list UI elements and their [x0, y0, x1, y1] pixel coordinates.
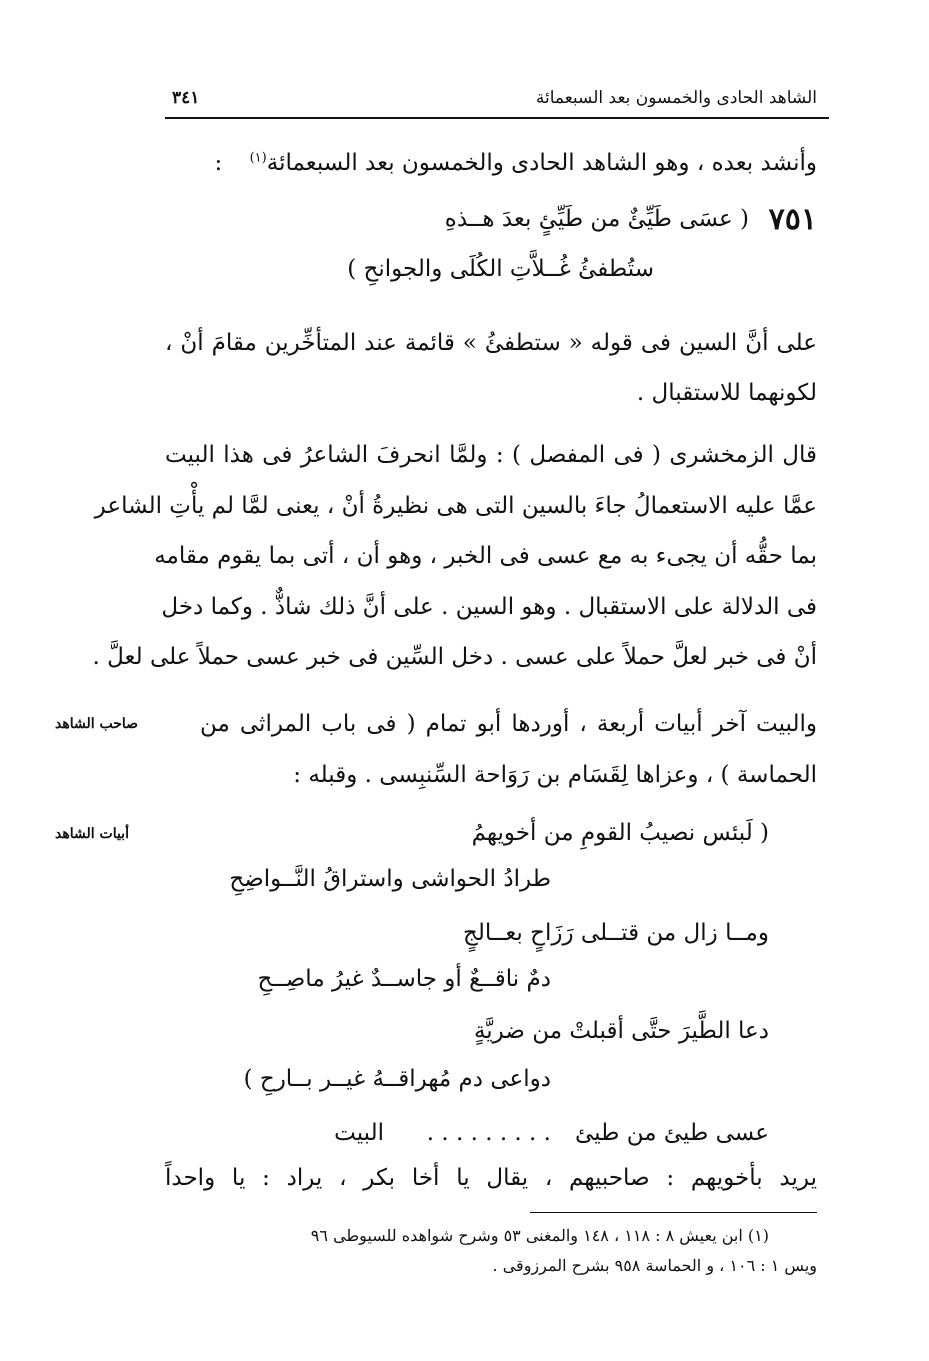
- paragraph-2-line-3: بما حقُّه أن يجىء به مع عسى فى الخبر ، وهو أن ، أتى بما يقوم مقامه: [154, 543, 817, 569]
- intro-line: [215, 150, 817, 176]
- quote-dots: . . . . . . . . .: [426, 1120, 551, 1146]
- paragraph-2-line-4: فى الدلالة على الاستقبال . وهو السين . على أنَّ ذلك شاذٌّ . وكما دخل: [161, 594, 817, 620]
- verse-line-2: ستُطفئُ غُــلاَّتِ الكُلَى والجوانحِ ): [347, 256, 654, 282]
- margin-note-verses: أبيات الشاهد: [55, 826, 129, 842]
- paragraph-2-line-1: قال الزمخشرى ( فى المفصل ) : ولمَّا انحرفَ الشاعرُ فى هذا البيت: [165, 442, 817, 468]
- margin-note-author: صاحب الشاهد: [55, 716, 139, 732]
- paragraph-3-line-2: الحماسة ) ، وعزاها لِقَسَام بن رَوَاحة السِّنبِسى . وقبله :: [293, 762, 817, 788]
- header-rule: [165, 117, 829, 119]
- quote-end: البيت: [334, 1120, 384, 1146]
- quote-start: عسى طيئ من طيئ: [574, 1120, 769, 1146]
- poem-line-3a: دعا الطَّيرَ حتَّى أقبلتْ من ضريَّةٍ: [473, 1018, 769, 1044]
- poem-line-1a: ( لَبئس نصيبُ القومِ من أخويهمُ: [471, 820, 769, 846]
- poem-line-3b: دواعى دم مُهراقــهُ غيــر بــارحِ ): [243, 1066, 551, 1092]
- paragraph-3-line-1: والبيت آخر أبيات أربعة ، أوردها أبو تمام ( فى باب المراثى من: [200, 711, 817, 737]
- poem-line-2a: ومــا زال من قتــلى رَزَاحٍ بعــالجٍ: [463, 920, 769, 946]
- verse-line-1: ( عسَى طَيِّئٌ من طَيِّئٍ بعدَ هــذهِ: [444, 206, 749, 232]
- paragraph-1-line-2: لكونهما للاستقبال .: [636, 380, 817, 406]
- footnote-line-2: ويس ١ : ١٠٦ ، و الحماسة ٩٥٨ بشرح المرزوقى .: [492, 1256, 817, 1275]
- page-number: ٣٤١: [172, 88, 200, 108]
- intro-text: وأنشد بعده ، وهو الشاهد الحادى والخمسون بعد السبعمائة: [266, 150, 817, 176]
- verse-number: ٧٥١: [768, 202, 817, 237]
- running-title: الشاهد الحادى والخمسون بعد السبعمائة: [535, 88, 817, 108]
- footnote-rule: [530, 1212, 817, 1213]
- paragraph-2-line-2: عمَّا عليه الاستعمالُ جاءَ بالسين التى هى نظيرةُ أنْ ، يعنى لمَّا لم يأْتِ الشاعر: [94, 493, 817, 519]
- poem-line-2b: دمٌ ناقــعٌ أو جاســدٌ غيرُ ماصِــحِ: [257, 966, 551, 992]
- intro-colon: :: [214, 150, 223, 176]
- footnote-line-1: (١) ابن يعيش ٨ : ١١٨ ، ١٤٨ والمغنى ٥٣ وشرح شواهده للسيوطى ٩٦: [310, 1226, 769, 1245]
- last-line: يريد بأخويهم : صاحبيهم ، يقال يا أخا بكر ، يراد : يا واحداً: [165, 1165, 817, 1191]
- paragraph-2-line-5: أنْ فى خبر لعلَّ حملاً على عسى . دخل السِّين فى خبر عسى حملاً على لعلَّ .: [92, 644, 817, 670]
- paragraph-1-line-1: على أنَّ السين فى قوله « ستطفئُ » قائمة عند المتأخِّرين مقامَ أنْ ،: [165, 330, 817, 356]
- footnote-ref: (١): [249, 150, 267, 166]
- poem-line-1b: طرادُ الحواشى واستراقُ النَّــواضِحِ: [229, 866, 551, 892]
